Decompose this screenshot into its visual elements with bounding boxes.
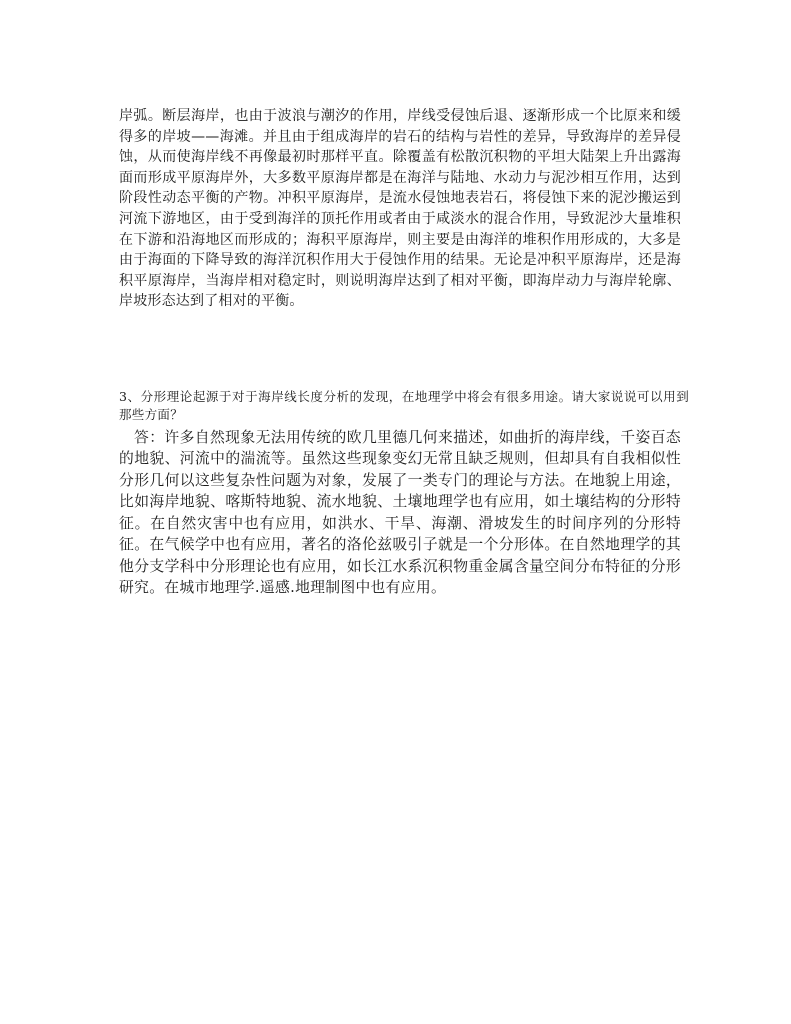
- paragraph-coastal-erosion: 岸弧。断层海岸，也由于波浪与潮汐的作用，岸线受侵蚀后退、逐渐形成一个比原来和缓得多的岸坡——海滩。并且由于组成海岸的岩石的结构与岩性的差异，导致海岸的差异侵蚀，从而使海岸线不再像最初时那样平直。除覆盖有松散沉积物的平坦大陆架上升出露海面而形成平原海岸外，大多数平原海岸都是在海洋与陆地、水动力与泥沙相互作用，达到阶段性动态平衡的产物。冲积平原海岸，是流水侵蚀地表岩石，将侵蚀下来的泥沙搬运到河流下游地区，由于受到海洋的顶托作用或者由于咸淡水的混合作用，导致泥沙大量堆积在下游和沿海地区而形成的；海积平原海岸，则主要是由海洋的堆积作用形成的，大多是由于海面的下降导致的海洋沉积作用大于侵蚀作用的结果。无论是冲积平原海岸，还是海积平原海岸，当海岸相对稳定时，则说明海岸达到了相对平衡，即海岸动力与海岸轮廓、岸坡形态达到了相对的平衡。: [119, 108, 681, 310]
- question-3: 3、分形理论起源于对于海岸线长度分析的发现，在地理学中将会有很多用途。请大家说说可以用到那些方面？: [119, 388, 689, 422]
- answer-3: 答：许多自然现象无法用传统的欧几里德几何来描述，如曲折的海岸线，千姿百态的地貌、河流中的湍流等。虽然这些现象变幻无常且缺乏规则，但却具有自我相似性分形几何以这些复杂性问题为对象，发展了一类专门的理论与方法。在地貌上用途，比如海岸地貌、喀斯特地貌、流水地貌、土壤地理学也有应用，如土壤结构的分形特征。在自然灾害中也有应用，如洪水、干旱、海潮、滑坡发生的时间序列的分形特征。在气候学中也有应用，著名的洛伦兹吸引子就是一个分形体。在自然地理学的其他分支学科中分形理论也有应用，如长江水系沉积物重金属含量空间分布特征的分形研究。在城市地理学.遥感.地理制图中也有应用。: [119, 428, 681, 597]
